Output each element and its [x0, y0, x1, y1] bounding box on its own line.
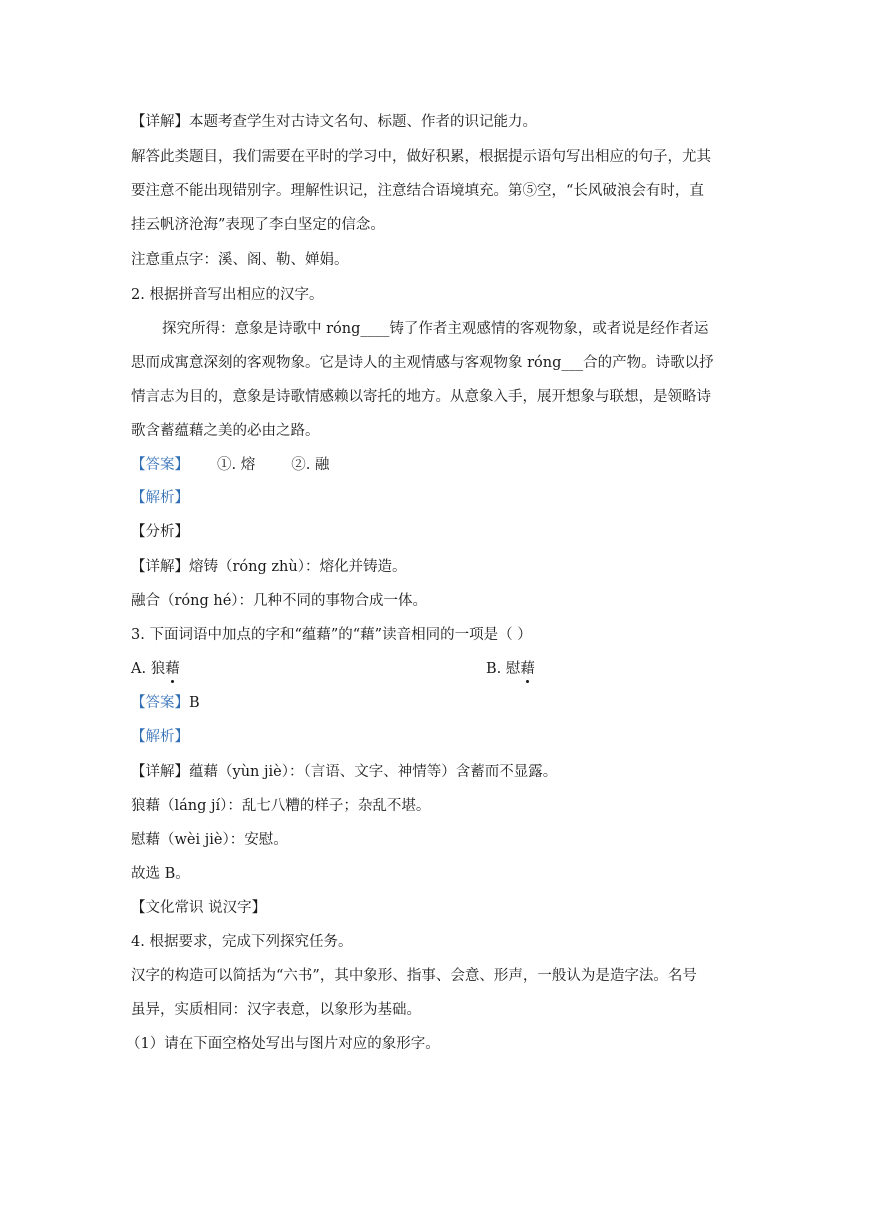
- question-3: 3. 下面词语中加点的字和“蕴藉”的“藉”读音相同的一项是（ ）: [131, 627, 532, 643]
- subquestion-1: （1）请在下面空格处写出与图片对应的象形字。: [126, 1036, 440, 1052]
- passage-line-3: 情言志为目的，意象是诗歌情感赖以寄托的地方。从意象入手，展开想象与联想，是领略诗: [131, 389, 711, 405]
- detail-line-5: 注意重点字：溪、阁、勒、婵娟。: [131, 252, 349, 268]
- dotted-char: 藉: [165, 661, 180, 677]
- detail-line-2: 解答此类题目，我们需要在平时的学习中，做好积累，根据提示语句写出相应的句子，尤其: [131, 149, 711, 165]
- analysis-label-1: 【解析】: [131, 490, 189, 506]
- detail-rongzhu: 【详解】熔铸（róng zhù）：熔化并铸造。: [131, 559, 407, 575]
- detail-langji: 狼藉（láng jí）：乱七八糟的样子；杂乱不堪。: [131, 798, 431, 814]
- analysis-label-2: 【解析】: [131, 729, 189, 745]
- answer-label: 【答案】: [131, 457, 189, 473]
- passage-line-1: 探究所得：意象是诗歌中 róng____铸了作者主观感情的客观物象，或者说是经作者运: [162, 321, 709, 337]
- detail-weijie: 慰藉（wèi jiè）：安慰。: [131, 832, 288, 848]
- intro-line-1: 汉字的构造可以简括为“六书”，其中象形、指事、会意、形声，一般认为是造字法。名号: [131, 968, 697, 984]
- answer-3-value: B: [189, 695, 200, 711]
- option-a: A. 狼藉: [131, 661, 180, 677]
- passage-line-4: 歌含蓄蕴藉之美的必由之路。: [131, 423, 320, 439]
- question-4: 4. 根据要求，完成下列探究任务。: [131, 934, 353, 950]
- answer-2-b: ②. 融: [291, 457, 330, 473]
- dotted-char: 藉: [520, 661, 535, 677]
- intro-line-2: 虽异，实质相同：汉字表意，以象形为基础。: [131, 1002, 421, 1018]
- answer-label: 【答案】: [131, 695, 189, 711]
- detail-ronghe: 融合（róng hé）：几种不同的事物合成一体。: [131, 593, 428, 609]
- detail-line-1: 【详解】本题考查学生对古诗文名句、标题、作者的识记能力。: [131, 114, 537, 130]
- fenxi-label: 【分析】: [131, 524, 189, 540]
- detail-line-4: 挂云帆济沧海”表现了李白坚定的信念。: [131, 217, 385, 233]
- detail-yunjie: 【详解】蕴藉（yùn jiè）：（言语、文字、神情等）含蓄而不显露。: [131, 764, 558, 780]
- options-row: [131, 659, 751, 679]
- answer-2: [131, 455, 751, 475]
- detail-line-3: 要注意不能出现错别字。理解性识记，注意结合语境填充。第⑤空，“长风破浪会有时，直: [131, 183, 704, 199]
- answer-2-a: ①. 熔: [217, 457, 256, 473]
- section-heading: 【文化常识 说汉字】: [131, 900, 267, 916]
- passage-line-2: 思而成寓意深刻的客观物象。它是诗人的主观情感与客观物象 róng___合的产物。诗歌以抒: [131, 355, 714, 371]
- option-b: B. 慰藉: [486, 661, 535, 677]
- question-2: 2. 根据拼音写出相应的汉字。: [131, 287, 324, 303]
- answer-3: [131, 693, 751, 713]
- conclusion: 故选 B。: [131, 866, 190, 882]
